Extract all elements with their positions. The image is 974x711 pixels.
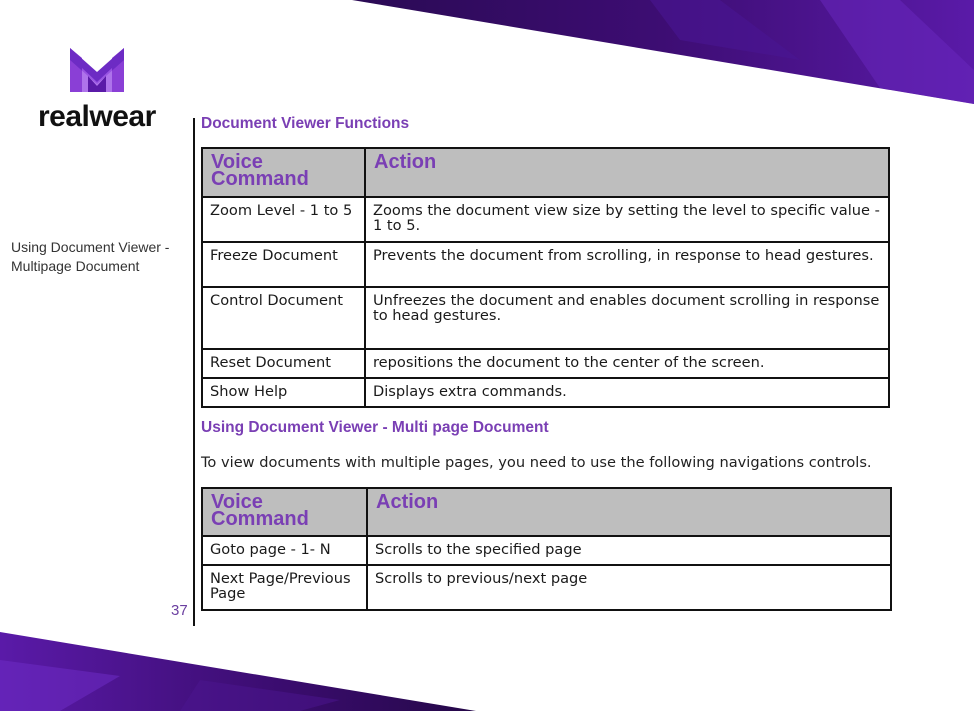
command-cell: Control Document <box>202 287 365 349</box>
action-cell: repositions the document to the center of the screen. <box>365 349 889 378</box>
header-action: Action <box>367 488 891 536</box>
sidebar-note: Using Document Viewer - Multipage Document <box>11 239 170 274</box>
voice-command-table-functions <box>201 147 890 408</box>
command-cell: Zoom Level - 1 to 5 <box>202 197 365 242</box>
table-row <box>202 378 889 407</box>
action-cell: Prevents the document from scrolling, in response to head gestures. <box>365 242 889 287</box>
brand-wordmark: realwear <box>38 100 156 133</box>
header-voice-command: Voice Command <box>202 488 367 536</box>
table-row <box>202 287 889 349</box>
header-voice-command: Voice Command <box>202 148 365 197</box>
table-row <box>202 565 891 610</box>
command-cell: Show Help <box>202 378 365 407</box>
action-cell: Unfreezes the document and enables document scrolling in response to head gestures. <box>365 287 889 349</box>
table-row <box>202 536 891 565</box>
action-cell: Displays extra commands. <box>365 378 889 407</box>
command-cell: Goto page - 1- N <box>202 536 367 565</box>
table-row <box>202 349 889 378</box>
table-header-row <box>202 148 889 197</box>
table-row <box>202 242 889 287</box>
action-cell: Scrolls to previous/next page <box>367 565 891 610</box>
command-cell: Next Page/Previous Page <box>202 565 367 610</box>
header-action: Action <box>365 148 889 197</box>
table-header-row <box>202 488 891 536</box>
section-title-multipage: Using Document Viewer - Multi page Document <box>201 419 549 436</box>
command-cell: Freeze Document <box>202 242 365 287</box>
multipage-intro-text: To view documents with multiple pages, you need to use the following navigations controls. <box>201 454 872 471</box>
action-cell: Scrolls to the specified page <box>367 536 891 565</box>
realwear-logo-icon <box>68 46 126 94</box>
page-number: 37 <box>171 602 188 619</box>
voice-command-table-navigation <box>201 487 892 611</box>
table-row <box>202 197 889 242</box>
section-title-document-viewer-functions: Document Viewer Functions <box>201 115 410 132</box>
command-cell: Reset Document <box>202 349 365 378</box>
vertical-divider <box>193 118 195 626</box>
action-cell: Zooms the document view size by setting the level to specific value - 1 to 5. <box>365 197 889 242</box>
